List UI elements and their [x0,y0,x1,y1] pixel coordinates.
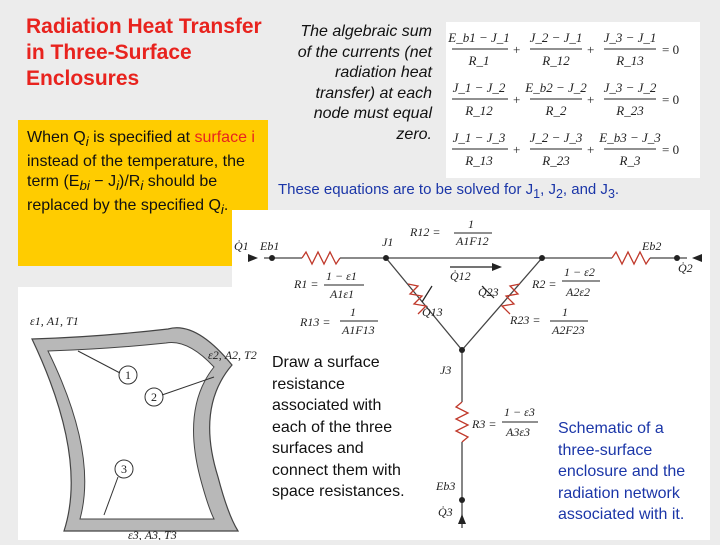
label-r1-num: 1 − ε1 [326,269,357,283]
algebraic-sum-note: The algebraic sum of the currents (net radiation heat transfer) at each node must equal zero. [297,23,432,143]
surface-3-number: 3 [121,462,127,476]
label-r23: R23 = [510,313,541,327]
surface-3-label: ε3, A3, T3 [128,528,177,540]
note-sub: bi [79,178,90,194]
note-text: is specified at [88,129,191,146]
solve-sub: 1 [533,187,541,201]
svg-text:+: + [513,142,521,157]
eq-term: R_23 [616,103,644,118]
equation-1 [447,30,679,68]
note-sub: i [220,202,224,218]
equation-3 [452,130,679,168]
label-q2: Q̇2 [678,261,693,275]
svg-text:+: + [513,92,521,107]
note-text: should be replaced by the specified Q [27,173,221,215]
eq-rhs: = 0 [662,42,680,57]
eq-term: J_2 − J_3 [529,130,583,145]
eq-term: R_12 [542,53,570,68]
solve-sub: 2 [555,187,563,201]
label-r13: R13 = [300,315,331,329]
eq-term: R_3 [619,153,641,168]
solve-text: These equations are to be solved for J [278,181,534,198]
equation-2 [452,80,679,118]
note-text: When Q [27,129,86,146]
label-r12-num: 1 [468,217,474,231]
label-r2-num: 1 − ε2 [564,265,595,279]
eq-term: R_13 [616,53,644,68]
label-r1-den: A1ε1 [330,287,355,301]
label-r23-num: 1 [562,305,568,319]
eq-term: J_1 − J_3 [452,130,506,145]
eq-term: J_3 − J_1 [603,30,657,45]
label-eb2: Eb2 [642,239,662,253]
eq-term: R_12 [465,103,493,118]
svg-text:+: + [513,42,521,57]
label-r3-den: A3ε3 [506,425,531,439]
slide-title: Radiation Heat Transfer in Three-Surface Enclosures [26,15,262,90]
eq-term: R_2 [545,103,567,118]
note-sub: i [116,178,120,194]
note-text: )/R [119,173,141,191]
label-eb3: Eb3 [436,479,456,493]
label-r12: R12 = [410,225,441,239]
arrow-icon [692,254,702,262]
note-text: instead of the temperature, the term (E [27,153,245,191]
solve-note [278,181,619,201]
eq-term: R_13 [465,153,493,168]
svg-text:+: + [587,42,595,57]
specified-q-note [18,120,268,266]
eq-term: E_b1 − J_1 [448,30,510,45]
surface-1-label: ε1, A1, T1 [30,314,79,328]
node-equations [446,22,700,178]
label-q1: Q̇1 [234,239,249,253]
draw-resistance-note: Draw a surface resistance associated with each of the three surfaces and connect them with space resistances. [272,352,410,503]
label-r23-den: A2F23 [552,323,585,337]
eq-term: R_23 [542,153,570,168]
label-r3-num: 1 − ε3 [504,405,535,419]
eq-term: E_b2 − J_2 [525,80,587,95]
note-sub: i [85,134,89,150]
surface-2-label: ε2, A2, T2 [208,348,257,362]
svg-text:+: + [587,92,595,107]
label-r13-num: 1 [350,305,356,319]
surface-2-number: 2 [151,390,157,404]
enclosure-sketch [18,287,268,540]
solve-text: . [614,181,620,198]
eq-rhs: = 0 [662,92,680,107]
label-q12: Q̇12 [450,269,471,283]
schematic-caption: Schematic of a three-surface enclosure and the radiation network associated with it. [558,418,710,526]
note-text: . [223,197,229,215]
eq-term: R_1 [468,53,490,68]
eq-term: J_1 − J_2 [452,80,506,95]
eq-term: J_3 − J_2 [603,80,657,95]
eq-rhs: = 0 [662,142,680,157]
surface-1-number: 1 [125,368,131,382]
label-q23: Q̇23 [478,285,499,299]
label-r1: R1 = [294,277,319,291]
label-r3: R3 = [472,417,497,431]
svg-text:+: + [587,142,595,157]
eq-term: E_b3 − J_3 [599,130,661,145]
equations-svg [446,22,700,178]
note-text: − J [89,173,117,191]
solve-text: , J [540,181,556,198]
eq-term: J_2 − J_1 [529,30,583,45]
label-eb1: Eb1 [260,239,280,253]
arrow-icon [458,514,466,524]
label-r12-den: A1F12 [456,234,489,248]
label-r2-den: A2ε2 [566,285,591,299]
label-q3: Q̇3 [438,505,453,519]
label-j3: J3 [440,363,452,377]
solve-sub: 3 [607,187,615,201]
note-red-text: surface i [194,129,255,146]
note-sub: i [140,178,144,194]
arrow-icon [248,254,258,262]
solve-text: , and J [562,181,608,198]
enclosure-svg [18,287,268,540]
label-j1: J1 [382,235,394,249]
label-r13-den: A1F13 [342,323,375,337]
label-q13: Q̇13 [422,305,443,319]
label-r2: R2 = [532,277,557,291]
